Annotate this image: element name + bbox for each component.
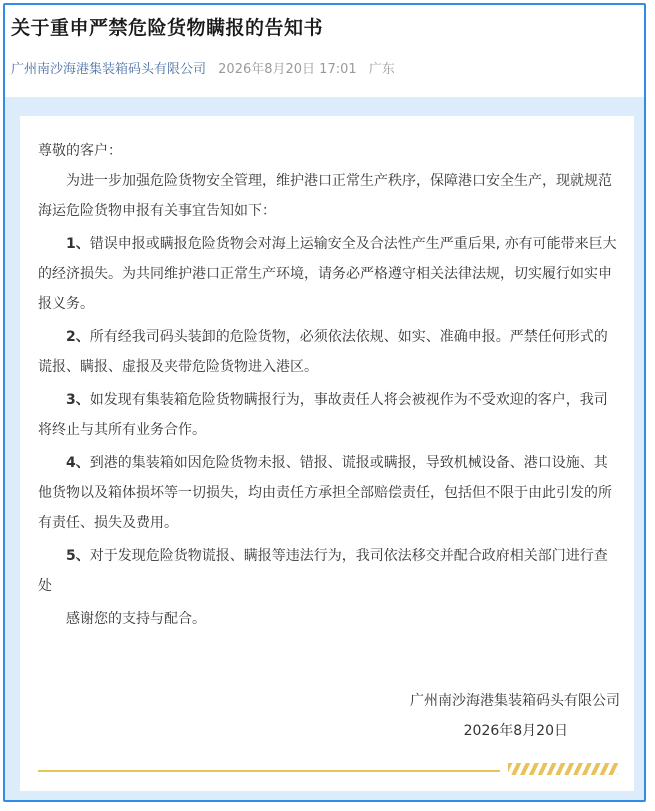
- item-number: 2、: [66, 329, 90, 345]
- article-meta: [11, 58, 395, 77]
- footer-stripes-decoration: [508, 763, 618, 775]
- notice-thanks: 感谢您的支持与配合。: [66, 611, 206, 627]
- item-text: 所有经我司码头装卸的危险货物，必须依法依规、如实、准确申报。严禁任何形式的谎报、瞒报、虚报及夹带危险货物进入港区。: [38, 329, 608, 375]
- article-title: 关于重申严禁危险货物瞒报的告知书: [11, 17, 324, 39]
- item-text: 错误申报或瞒报危险货物会对海上运输安全及合法性产生严重后果, 亦有可能带来巨大的经济损失。为共同维护港口正常生产环境，请务必严格遵守相关法律法规，切实履行如实申报义务。: [38, 236, 617, 312]
- notice-item-2: [38, 322, 618, 382]
- notice-body: [38, 136, 618, 634]
- item-number: 1、: [66, 236, 90, 252]
- notice-intro: 为进一步加强危险货物安全管理，维护港口正常生产秩序，保障港口安全生产，现就规范海运危险货物申报有关事宜告知如下：: [38, 173, 612, 219]
- item-number: 3、: [66, 392, 90, 408]
- signature-block: [410, 686, 620, 746]
- notice-item-4: [38, 448, 618, 538]
- notice-item-1: [38, 229, 618, 319]
- publish-location: 广东: [368, 62, 395, 77]
- signature-company: 广州南沙海港集装箱码头有限公司: [410, 693, 620, 709]
- signature-date: 2026年8月20日: [463, 723, 568, 739]
- article-header: [5, 5, 644, 97]
- content-panel: [5, 97, 644, 800]
- item-number: 4、: [66, 455, 90, 471]
- publisher-link[interactable]: 广州南沙海港集装箱码头有限公司: [11, 62, 207, 77]
- footer-divider: [38, 770, 500, 772]
- item-number: 5、: [66, 548, 90, 564]
- notice-greeting: 尊敬的客户：: [38, 143, 122, 159]
- item-text: 到港的集装箱如因危险货物未报、错报、谎报或瞒报，导致机械设备、港口设施、其他货物以及箱体损坏等一切损失，均由责任方承担全部赔偿责任，包括但不限于由此引发的所有责任、损失及费用。: [38, 455, 612, 531]
- article-frame: [3, 3, 646, 802]
- notice-item-5: [38, 541, 618, 601]
- publish-datetime: 2026年8月20日 17:01: [218, 62, 357, 77]
- notice-card: [20, 116, 634, 791]
- notice-item-3: [38, 385, 618, 445]
- item-text: 如发现有集装箱危险货物瞒报行为，事故责任人将会被视作为不受欢迎的客户，我司将终止与其所有业务合作。: [38, 392, 608, 438]
- item-text: 对于发现危险货物谎报、瞒报等违法行为，我司依法移交并配合政府相关部门进行查处: [38, 548, 608, 594]
